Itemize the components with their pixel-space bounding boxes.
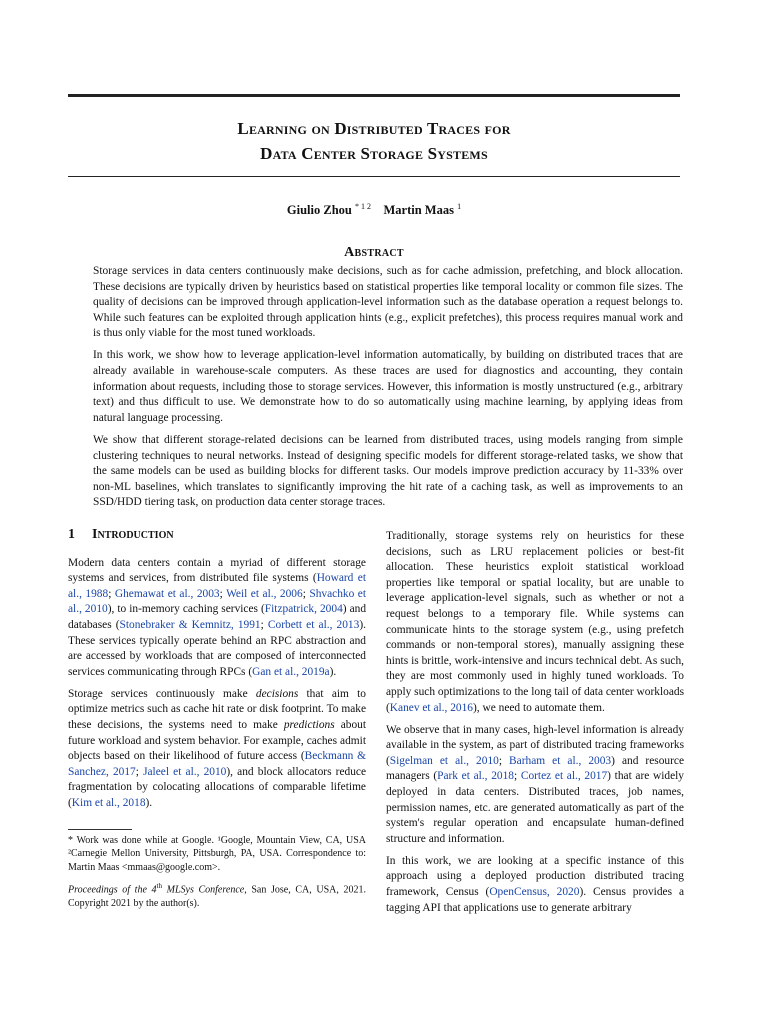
text-run: , San Jose, CA, USA, 2021. Copyright 2021 by the author(s). xyxy=(68,884,367,909)
citation-link[interactable]: Stonebraker & Kemnitz, 1991 xyxy=(119,618,261,631)
citation-link[interactable]: Shvachko et al., 2010 xyxy=(68,587,367,616)
section-number: 1 xyxy=(68,527,75,542)
emphasis-text: decisions xyxy=(255,687,299,700)
emphasis-text: Proceedings of the 4 xyxy=(68,884,157,896)
proceedings-footnote xyxy=(68,880,366,910)
text-run: ; xyxy=(219,587,227,600)
text-run: ). xyxy=(145,797,153,809)
citation-link[interactable]: Corbett et al., 2013 xyxy=(267,618,360,631)
abstract-paragraph: In this work, we show how to leverage application-level information automatically, by building on distributed traces that are already available in warehouse-scale computers. As these traces are used for diagnostics and accounting, they contain information about requests, including those to storage services. However, this information is mostly unstructured (e.g., arbitrary text) and thus difficult to use. We demonstrate how to do so automatically using machine learning, by applying ideas from natural language processing. xyxy=(93,349,683,424)
section-heading xyxy=(68,527,366,543)
citation-link[interactable]: Cortez et al., 2017 xyxy=(520,770,608,783)
author-list xyxy=(68,202,680,218)
top-rule xyxy=(68,94,680,97)
citation-link[interactable]: OpenCensus, 2020 xyxy=(489,886,580,899)
body-paragraph xyxy=(68,687,366,812)
text-run: Storage services continuously make xyxy=(68,687,256,700)
body-paragraph xyxy=(68,556,366,681)
body-paragraph xyxy=(386,723,684,848)
text-run: Traditionally, storage systems rely on heuristics for these decisions, such as LRU replacement policies or best-fit allocation. These heuristics exploit statistical workload properties like temporal or spatial locality, but are unable to leverage application-level signals, such as whether or not a request belongs to a temporary file. While systems can communicate hints to the storage system (e.g., using prefetch commands or non-temporal stores), manually assigning these hints is brittle, work-intensive and incurs technical debt. As such, they are most commonly used in highly tuned workloads. To apply such optimizations to the long tail of data center workloads ( xyxy=(386,530,684,714)
text-run: about future workload and system behavior. For example, caches admit objects based on their likelihood of future access ( xyxy=(68,719,366,763)
citation-link[interactable]: Kanev et al., 2016 xyxy=(389,701,473,714)
body-paragraph xyxy=(386,854,684,916)
emphasis-text: MLSys Conference xyxy=(161,884,245,896)
text-run: ). These services typically operate behind an RPC abstraction and are accessed by workloads that are composed of interconnected services communicating through RPCs ( xyxy=(68,618,366,678)
title-line-1: Learning on Distributed Traces for xyxy=(237,119,511,138)
author-affiliation-marks: 1 xyxy=(457,202,462,211)
citation-link[interactable]: Park et al., 2018 xyxy=(437,770,514,783)
abstract-heading: Abstract xyxy=(344,245,404,260)
right-column xyxy=(386,529,684,923)
citation-link[interactable]: Howard et al., 1988 xyxy=(68,572,366,600)
text-run: We observe that in many cases, high-level information is already available in the system, as part of distributed tracing frameworks ( xyxy=(386,723,684,767)
citation-link[interactable]: Jaleel et al., 2010 xyxy=(143,765,227,778)
citation-link[interactable]: Weil et al., 2006 xyxy=(226,587,303,600)
text-run: In this work, we are looking at a specific instance of this approach using a deployed production distributed tracing framework, Census ( xyxy=(386,854,684,899)
title-bottom-rule xyxy=(68,176,680,177)
emphasis-text: predictions xyxy=(283,719,335,732)
abstract-body xyxy=(93,264,683,517)
body-paragraph xyxy=(386,529,684,716)
author-name: Giulio Zhou xyxy=(286,203,352,218)
abstract-paragraph: We show that different storage-related decisions can be learned from distributed traces, using models ranging from simple clustering techniques to neural networks. Instead of designing specific models for different storage-related tasks, we show that the same models can be used as building blocks for different tasks. Our models improve prediction accuracy by 11-33% over non-ML baselines, which translates to significantly improving the hit rate of a caching task, as well as improvements to an SSD/HDD tiering task, on production data center storage traces. xyxy=(93,433,683,509)
text-run: ). Census provides a tagging API that applications use to generate arbitrary xyxy=(386,886,684,914)
text-run: ) and databases ( xyxy=(68,603,367,631)
abstract-paragraph: Storage services in data centers continuously make decisions, such as for cache admission, prefetching, and block allocation. These decisions are typically driven by heuristics based on statistical properties like temporal locality or common file sizes. The quality of decisions can be improved through application-level information such as the database operation a request belongs to. While such features can be exploited through application hints (e.g., explicit prefetches), this process requires manual work and is thus only viable for the most tuned workloads. xyxy=(93,265,683,340)
text-run: ) that are widely deployed in data centers. Distributed traces, job names, permission names, etc. are generated automatically as part of the system's regular operation and encapsulate human-defined structure and information. xyxy=(386,770,685,845)
citation-link[interactable]: Gan et al., 2019a xyxy=(252,665,330,678)
text-run: ; xyxy=(108,587,115,600)
citation-link[interactable]: Beckmann & Sanchez, 2017 xyxy=(68,750,366,778)
citation-link[interactable]: Barham et al., 2003 xyxy=(509,754,612,767)
affiliation-footnote: * Work was done while at Google. ¹Google, Mountain View, CA, USA ²Carnegie Mellon University, Pittsburgh, PA, USA. Correspondence to: Martin Maas <mmaas@google.com>. xyxy=(68,835,366,873)
text-run: that aim to optimize metrics such as cache hit rate or disk footprint. To make these decisions, the systems need to make xyxy=(68,687,366,732)
text-run: ; xyxy=(260,618,268,631)
text-run: ), we need to automate them. xyxy=(473,701,605,714)
text-run: ) and resource managers ( xyxy=(386,754,685,783)
text-run: ; xyxy=(302,587,310,600)
citation-link[interactable]: Sigelman et al., 2010 xyxy=(389,754,499,767)
text-run: ). xyxy=(329,665,337,678)
citation-link[interactable]: Ghemawat et al., 2003 xyxy=(114,587,220,600)
text-run: ), and block allocators reduce fragmentation by colocating allocations of comparable lifetime ( xyxy=(68,765,367,809)
text-run: ), to in-memory caching services ( xyxy=(107,603,265,616)
paper-title xyxy=(68,116,680,166)
left-column xyxy=(68,527,366,818)
title-line-2: Data Center Storage Systems xyxy=(260,144,488,163)
text-run: ; xyxy=(498,754,510,767)
section-title: Introduction xyxy=(92,527,174,542)
citation-link[interactable]: Kim et al., 2018 xyxy=(71,797,146,809)
footnote-block xyxy=(68,834,366,916)
author-name: Martin Maas xyxy=(383,203,454,218)
footnote-rule xyxy=(68,829,132,830)
citation-link[interactable]: Fitzpatrick, 2004 xyxy=(264,603,343,616)
author-affiliation-marks: * 1 2 xyxy=(354,202,371,211)
text-run: ; xyxy=(135,765,144,778)
text-run: ; xyxy=(513,770,521,783)
text-run: Modern data centers contain a myriad of different storage systems and services, from distributed file systems ( xyxy=(68,556,366,585)
emphasis-text: th xyxy=(156,882,162,891)
